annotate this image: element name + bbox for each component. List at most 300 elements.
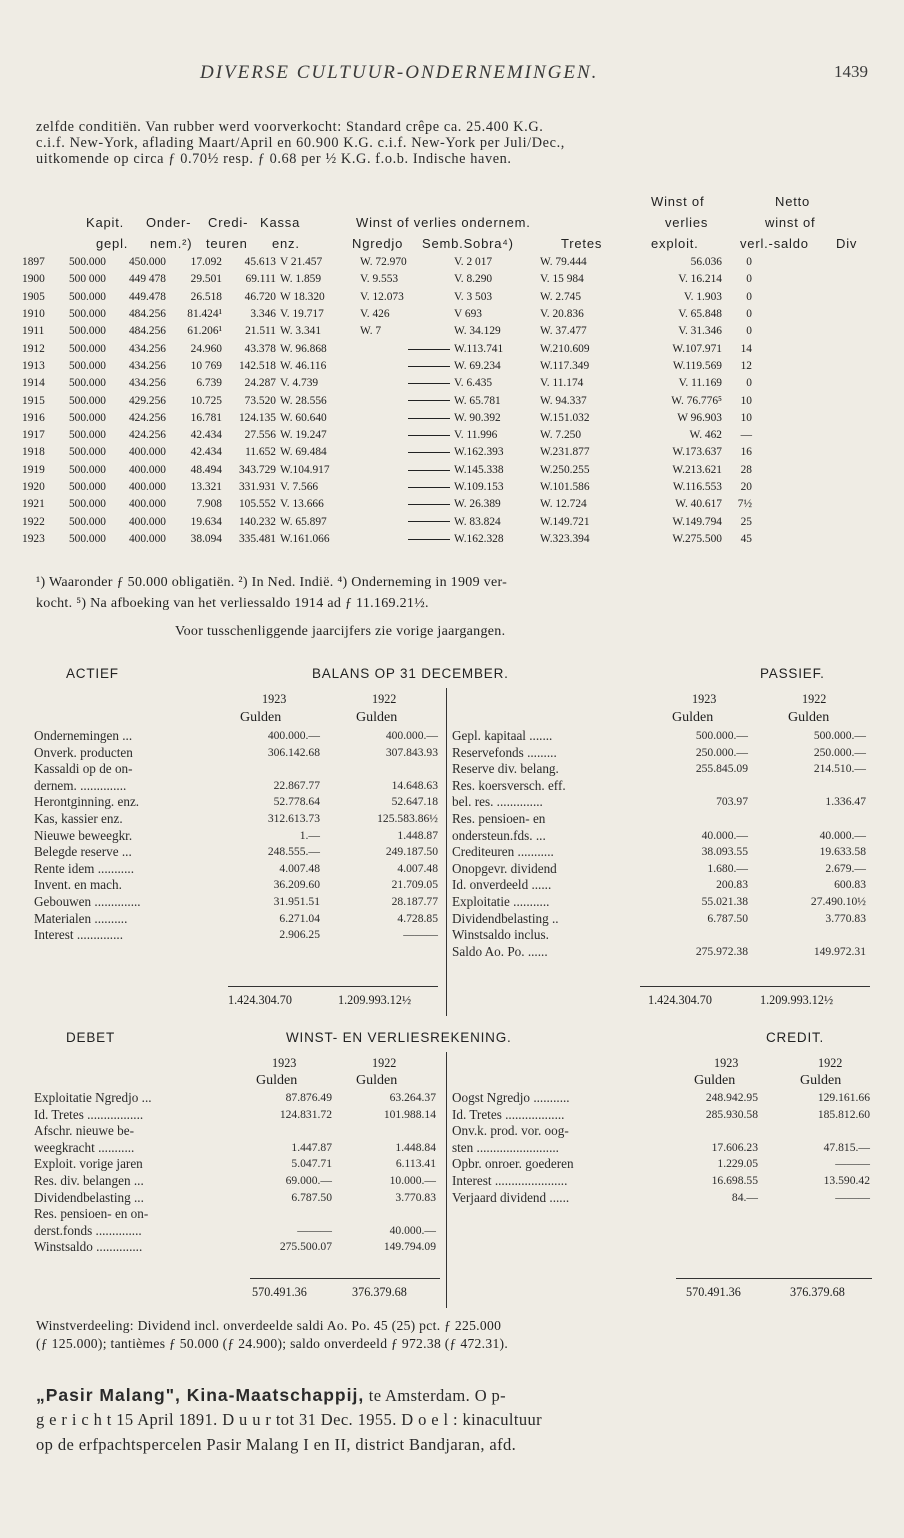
balans-unit-right-2: Gulden [788, 710, 830, 725]
history-cell: W.151.032 [540, 411, 590, 424]
balans-total-right-1922: 1.209.993.12½ [760, 993, 834, 1007]
history-cell: V 21.457 [280, 256, 323, 269]
actief-list [34, 728, 444, 944]
history-cell: 48.494 [190, 463, 222, 476]
history-cell: V. 6.435 [454, 377, 493, 390]
wv-left-title: DEBET [66, 1030, 116, 1045]
ledger-value-1923: 22.867.77 [273, 778, 320, 792]
history-cell: 500.000 [68, 359, 106, 372]
ledger-row [452, 761, 868, 778]
history-cell: V. 11.996 [454, 429, 498, 442]
history-cell: W.107.971 [672, 342, 722, 355]
ledger-row [34, 828, 444, 845]
history-cell: 0 [746, 256, 752, 269]
ledger-value-1923: 69.000.— [285, 1173, 332, 1187]
history-year: 1915 [22, 394, 45, 407]
history-cell: 11.652 [245, 446, 276, 459]
ledger-value-1923: 250.000.— [695, 745, 748, 759]
history-cell: W.231.877 [540, 446, 590, 459]
history-cell: 10 [740, 394, 752, 407]
header-kapit: Kapit. [86, 215, 125, 230]
ledger-row [34, 927, 444, 944]
ledger-label: Winstsaldo .............. [34, 1239, 143, 1255]
history-cell: W.323.394 [540, 532, 590, 545]
balans-total-left-1922: 1.209.993.12½ [338, 993, 412, 1007]
history-cell: 484.256 [128, 325, 166, 338]
ledger-label: Ondernemingen ... [34, 728, 133, 743]
history-year: 1917 [22, 429, 45, 442]
ledger-label: Kassaldi op de on- [34, 761, 133, 777]
header-div: Div [836, 236, 858, 251]
history-cell: W. 76.776⁵ [671, 394, 722, 407]
ledger-label: Onv.k. prod. vor. oog- [452, 1123, 569, 1139]
ledger-row [34, 844, 444, 861]
intro-paragraph [36, 119, 871, 167]
history-cell: W.109.153 [454, 481, 504, 493]
ledger-value-1923: 16.698.55 [711, 1173, 758, 1187]
ledger-label: Dividendbelasting .. [452, 910, 559, 926]
ledger-row [34, 1239, 444, 1256]
balans-unit-left-2: Gulden [356, 710, 398, 725]
ledger-value-1922: 185.812.60 [817, 1107, 870, 1121]
ledger-label: Herontginning. enz. [34, 794, 140, 810]
history-cell: 424.256 [128, 429, 166, 442]
ledger-row [34, 794, 444, 811]
history-cell: V. 16.214 [678, 273, 722, 286]
ledger-value-1923: 1.680.— [707, 861, 748, 875]
history-cell: V. 9.553 [360, 273, 399, 286]
history-cell [358, 358, 452, 375]
history-cell: 19.634 [190, 515, 222, 528]
ledger-row [34, 877, 444, 894]
history-cell: 500.000 [68, 308, 106, 321]
history-cell [358, 513, 452, 530]
history-cell: 449.478 [128, 290, 166, 303]
ledger-value-1923: 84.— [731, 1190, 758, 1204]
history-cell: 0 [746, 308, 752, 321]
intro-line: c.i.f. New-York, aflading Maart/April en 60.900 K.G. c.i.f. New-York per Juli/Dec., [36, 135, 565, 151]
header-onder: Onder- [146, 215, 192, 230]
ledger-row [452, 861, 868, 878]
history-cell: 21.511 [245, 325, 276, 338]
dash-rule [408, 539, 450, 540]
history-cell: 7½ [737, 498, 752, 511]
company-line-2: g e r i c h t 15 April 1891. D u u r tot 31 Dec. 1955. D o e l : kinacultuur [36, 1410, 543, 1429]
ledger-value-1923: 2.906.25 [279, 928, 320, 942]
history-cell: V. 31.346 [678, 325, 722, 338]
ledger-label: weegkracht ........... [34, 1139, 135, 1155]
balans-left-title: ACTIEF [66, 666, 119, 681]
history-cell: V. 20.836 [540, 308, 584, 321]
balans-divider [446, 688, 447, 1016]
ledger-value-1922: 250.000.— [813, 745, 866, 759]
ledger-value-1923: 500.000.— [695, 729, 748, 742]
ledger-label: bel. res. .............. [452, 794, 543, 810]
ledger-value-1922: 149.794.09 [383, 1240, 436, 1254]
history-cell: 6.739 [196, 377, 222, 390]
ledger-value-1922: 214.510.— [813, 762, 866, 776]
history-year: 1916 [22, 411, 45, 424]
ledger-row [452, 828, 868, 845]
history-cell: W. 72.970 [360, 256, 407, 269]
company-line-3: op de erfpachtspercelen Pasir Malang I en II, district Bandjaran, afd. [36, 1435, 517, 1454]
ledger-row [452, 1156, 872, 1173]
ledger-label: Rente idem ........... [34, 860, 134, 876]
wv-year-1922-left: 1922 [372, 1056, 397, 1070]
ledger-value-1922: 13.590.42 [823, 1173, 870, 1187]
history-cell [358, 392, 452, 409]
history-cell: 0 [746, 273, 752, 286]
history-cell: 500.000 [68, 290, 106, 303]
balans-year-1922-left: 1922 [372, 692, 397, 706]
history-cell: W.149.794 [672, 515, 722, 528]
history-cell: W.145.338 [454, 463, 504, 476]
history-cell: W. 40.617 [675, 498, 722, 511]
history-cell: 484.256 [128, 308, 166, 321]
history-cell: W.213.621 [672, 463, 722, 476]
ledger-row [452, 1173, 872, 1190]
ledger-row [452, 927, 868, 944]
history-cell: 124.135 [238, 411, 276, 424]
balans-total-right-1923: 1.424.304.70 [648, 993, 712, 1007]
history-cell: 45.613 [244, 256, 276, 269]
history-cell: 20 [740, 481, 752, 493]
wv-right-title: CREDIT. [766, 1030, 825, 1045]
history-cell: 434.256 [128, 377, 166, 390]
header-teuren: teuren [206, 236, 248, 251]
history-cell: 29.501 [190, 273, 222, 286]
history-cell: V. 12.073 [360, 290, 404, 303]
history-cell: 449 478 [128, 273, 166, 286]
ledger-value-1922: ——— [835, 1157, 870, 1171]
ledger-value-1923: 255.845.09 [695, 762, 748, 776]
ledger-label: Interest .............. [34, 927, 123, 943]
history-row [20, 462, 754, 479]
ledger-row [34, 1173, 444, 1190]
ledger-value-1923: 312.613.73 [267, 811, 320, 825]
history-row [20, 479, 754, 496]
ledger-row [34, 1156, 444, 1173]
ledger-value-1922: 3.770.83 [395, 1190, 436, 1204]
history-cell: 26.518 [190, 290, 222, 303]
history-cell: W. 1.859 [280, 273, 322, 286]
ledger-value-1922: 4.728.85 [397, 911, 438, 925]
history-cell: 429.256 [128, 394, 166, 407]
wv-title: WINST- EN VERLIESREKENING. [286, 1030, 512, 1045]
history-cell: 61.206¹ [187, 325, 222, 338]
history-cell: W.210.609 [540, 342, 590, 355]
history-cell: W.161.066 [280, 532, 330, 545]
balans-unit-right-1: Gulden [672, 710, 714, 725]
history-cell [358, 375, 452, 392]
ledger-row [452, 794, 868, 811]
history-cell: 500.000 [68, 342, 106, 355]
ledger-row [34, 1090, 444, 1107]
history-cell: W.275.500 [672, 532, 722, 545]
credit-list [452, 1090, 872, 1206]
ledger-value-1922: 101.988.14 [383, 1107, 436, 1121]
history-cell: 500.000 [68, 498, 106, 511]
ledger-label: Res. div. belangen ... [34, 1172, 144, 1188]
ledger-row [452, 944, 868, 961]
ledger-value-1923: 275.500.07 [279, 1240, 332, 1254]
history-year: 1919 [22, 463, 45, 476]
company-name: „Pasir Malang", Kina-Maatschappij, [36, 1385, 365, 1405]
ledger-row [452, 728, 868, 745]
history-cell: 500.000 [68, 481, 106, 493]
history-cell: V. 3 503 [454, 290, 493, 303]
ledger-row [34, 778, 444, 795]
ledger-row [452, 1107, 872, 1124]
history-cell: W.101.586 [540, 481, 590, 493]
page-number: 1439 [834, 62, 868, 81]
history-year: 1921 [22, 498, 45, 511]
history-row [20, 271, 754, 288]
ledger-value-1922: 14.648.63 [391, 778, 438, 792]
history-cell: 7.908 [196, 498, 222, 511]
history-cell: 500.000 [68, 394, 106, 407]
running-header: DIVERSE CULTUUR-ONDERNEMINGEN. [200, 62, 599, 83]
history-cell: 424.256 [128, 411, 166, 424]
footnote-line-3: Voor tusschenliggende jaarcijfers zie vorige jaargangen. [175, 624, 506, 639]
header-gepl: gepl. [96, 236, 129, 251]
history-cell: 0 [746, 290, 752, 303]
dash-rule [408, 504, 450, 505]
history-cell [358, 462, 452, 479]
history-cell: W. 69.484 [280, 446, 327, 459]
history-cell: W. 90.392 [454, 411, 501, 424]
ledger-row [452, 1140, 872, 1157]
history-cell: 400.000 [128, 463, 166, 476]
ledger-value-1923: 248.942.95 [705, 1091, 758, 1104]
history-cell: 500.000 [68, 532, 106, 545]
ledger-row [452, 877, 868, 894]
ledger-value-1922: 400.000.— [385, 729, 438, 742]
ledger-row [452, 1090, 872, 1107]
ledger-row [452, 844, 868, 861]
history-cell: V. 2 017 [454, 256, 493, 269]
history-cell: W.250.255 [540, 463, 590, 476]
history-cell: 0 [746, 325, 752, 338]
wv-divider [446, 1052, 447, 1308]
history-row [20, 496, 754, 513]
history-year: 1911 [22, 325, 45, 338]
ledger-row [34, 745, 444, 762]
dash-rule [408, 487, 450, 488]
ledger-label: Materialen .......... [34, 910, 128, 926]
history-cell: W. 83.824 [454, 515, 501, 528]
history-year: 1922 [22, 515, 45, 528]
history-cell: W.117.349 [540, 359, 590, 372]
wv-unit-left-1: Gulden [256, 1073, 298, 1088]
ledger-value-1923: 285.930.58 [705, 1107, 758, 1121]
history-year: 1910 [22, 308, 45, 321]
history-cell: 69.111 [245, 273, 276, 286]
ledger-row [452, 1123, 872, 1140]
history-row [20, 289, 754, 306]
ledger-label: sten ......................... [452, 1139, 559, 1155]
history-cell: W. 2.745 [540, 290, 582, 303]
history-cell: 12 [740, 359, 752, 372]
history-cell: 42.434 [190, 446, 222, 459]
history-cell: W. 34.129 [454, 325, 501, 338]
wv-year-1922-right: 1922 [818, 1056, 843, 1070]
ledger-row [34, 1190, 444, 1207]
history-cell: W.113.741 [454, 342, 504, 355]
ledger-row [34, 1140, 444, 1157]
history-cell: W. 65.897 [280, 515, 327, 528]
history-cell: V 693 [454, 308, 482, 321]
balans-year-1923-right: 1923 [692, 692, 717, 706]
history-cell: 450.000 [128, 256, 166, 269]
wv-total-right-1922: 376.379.68 [790, 1285, 845, 1299]
history-cell [358, 410, 452, 427]
ledger-label: Oogst Ngredjo ........... [452, 1090, 570, 1105]
ledger-label: Verjaard dividend ...... [452, 1189, 570, 1205]
wv-unit-left-2: Gulden [356, 1073, 398, 1088]
balans-total-left-1923: 1.424.304.70 [228, 993, 292, 1007]
wv-total-rule-right [676, 1278, 872, 1279]
history-cell: W. 7 [360, 325, 382, 338]
history-cell: W.149.721 [540, 515, 590, 528]
ledger-value-1923: 124.831.72 [279, 1107, 332, 1121]
wv-total-left-1923: 570.491.36 [252, 1285, 307, 1299]
ledger-value-1922: 10.000.— [389, 1173, 436, 1187]
ledger-value-1923: 31.951.51 [273, 894, 320, 908]
history-row [20, 444, 754, 461]
ledger-value-1922: 125.583.86½ [377, 811, 438, 825]
header-sembsobra: Semb.Sobra⁴) [422, 236, 514, 251]
balans-title: BALANS OP 31 DECEMBER. [312, 666, 509, 681]
history-year: 1905 [22, 290, 45, 303]
ledger-label: Saldo Ao. Po. ...... [452, 943, 548, 959]
history-year: 1900 [22, 273, 45, 286]
header-winst-of-2: winst of [765, 215, 816, 230]
history-cell: W 96.903 [677, 411, 722, 424]
history-cell: W.119.569 [672, 359, 722, 372]
history-cell: W. 7.250 [540, 429, 582, 442]
ledger-label: Interest ...................... [452, 1172, 568, 1188]
history-cell: W. 46.116 [280, 359, 327, 372]
wv-year-1923-left: 1923 [272, 1056, 297, 1070]
ledger-value-1922: ——— [403, 928, 438, 942]
ledger-label: Kas, kassier enz. [34, 810, 123, 826]
ledger-label: Belegde reserve ... [34, 844, 132, 860]
ledger-value-1922: 1.336.47 [825, 795, 866, 809]
ledger-value-1922: 28.187.77 [391, 894, 438, 908]
ledger-row [452, 811, 868, 828]
history-year: 1912 [22, 342, 45, 355]
history-cell: 24.287 [244, 377, 276, 390]
ledger-label: Onverk. producten [34, 744, 133, 760]
ledger-value-1922: 249.187.50 [385, 845, 438, 859]
history-cell: W 18.320 [280, 290, 325, 303]
history-cell: 400.000 [128, 498, 166, 511]
header-tretes: Tretes [561, 236, 603, 251]
header-credi: Credi- [208, 215, 249, 230]
history-row [20, 375, 754, 392]
history-row [20, 358, 754, 375]
ledger-value-1922: 21.709.05 [391, 878, 438, 892]
history-cell: W. 79.444 [540, 256, 587, 269]
ledger-label: Id. Tretes ................. [34, 1106, 144, 1122]
dash-rule [408, 349, 450, 350]
ledger-value-1922: 40.000.— [819, 828, 866, 842]
balans-right-title: PASSIEF. [760, 666, 825, 681]
history-cell: V. 19.717 [280, 308, 324, 321]
history-cell: W.162.393 [454, 446, 504, 459]
history-row [20, 254, 754, 271]
ledger-value-1923: 6.271.04 [279, 911, 320, 925]
history-cell: 81.424¹ [187, 308, 222, 321]
history-cell: V. 1.903 [683, 290, 722, 303]
history-cell: 46.720 [244, 290, 276, 303]
history-table [20, 254, 754, 548]
history-cell: 10 769 [190, 359, 222, 372]
ledger-value-1923: 1.— [299, 828, 320, 842]
ledger-label: Nieuwe beweegkr. [34, 827, 133, 843]
ledger-value-1922: 52.647.18 [391, 795, 438, 809]
history-cell: W. 96.868 [280, 342, 327, 355]
passief-list [452, 728, 868, 960]
header-exploit: exploit. [651, 236, 699, 251]
history-cell: 434.256 [128, 359, 166, 372]
dash-rule [408, 470, 450, 471]
ledger-value-1923: 38.093.55 [701, 845, 748, 859]
history-cell: V. 65.848 [678, 308, 722, 321]
dash-rule [408, 383, 450, 384]
ledger-label: Exploitatie ........... [452, 893, 550, 909]
ledger-label: Exploitatie Ngredjo ... [34, 1090, 152, 1105]
ledger-value-1923: 55.021.38 [701, 894, 748, 908]
history-cell: 16.781 [190, 411, 222, 424]
history-cell: V. 11.169 [678, 377, 722, 390]
ledger-label: Res. pensioen- en on- [34, 1206, 149, 1222]
history-cell: W. 12.724 [540, 498, 587, 511]
ledger-label: Gebouwen .............. [34, 893, 141, 909]
history-cell: V. 7.566 [280, 481, 319, 493]
ledger-value-1923: 275.972.38 [695, 944, 748, 958]
history-cell: 434.256 [128, 342, 166, 355]
history-cell: 500.000 [68, 515, 106, 528]
history-cell: W. 28.556 [280, 394, 327, 407]
dash-rule [408, 366, 450, 367]
history-cell: W. 69.234 [454, 359, 501, 372]
history-cell: 25 [740, 515, 752, 528]
history-cell: W. 37.477 [540, 325, 587, 338]
header-nem: nem.²) [150, 236, 193, 251]
history-row [20, 306, 754, 323]
ledger-row [34, 1206, 444, 1223]
header-winst-of: Winst of [651, 194, 705, 209]
history-cell: V. 8.290 [454, 273, 493, 286]
history-cell [358, 496, 452, 513]
ledger-value-1923: ——— [297, 1223, 332, 1237]
history-cell: 24.960 [190, 342, 222, 355]
history-cell: 27.556 [244, 429, 276, 442]
ledger-value-1922: 500.000.— [813, 729, 866, 742]
history-row [20, 323, 754, 340]
ledger-row [34, 728, 444, 745]
history-cell: W. 65.781 [454, 394, 501, 407]
history-cell: W.104.917 [280, 463, 330, 476]
ledger-value-1923: 17.606.23 [711, 1140, 758, 1154]
wv-total-rule-left [250, 1278, 440, 1279]
history-cell: W. 94.337 [540, 394, 587, 407]
header-winst-verlies: Winst of verlies ondernem. [356, 215, 531, 230]
header-ngredjo: Ngredjo [352, 236, 404, 251]
history-cell: 43.378 [244, 342, 276, 355]
